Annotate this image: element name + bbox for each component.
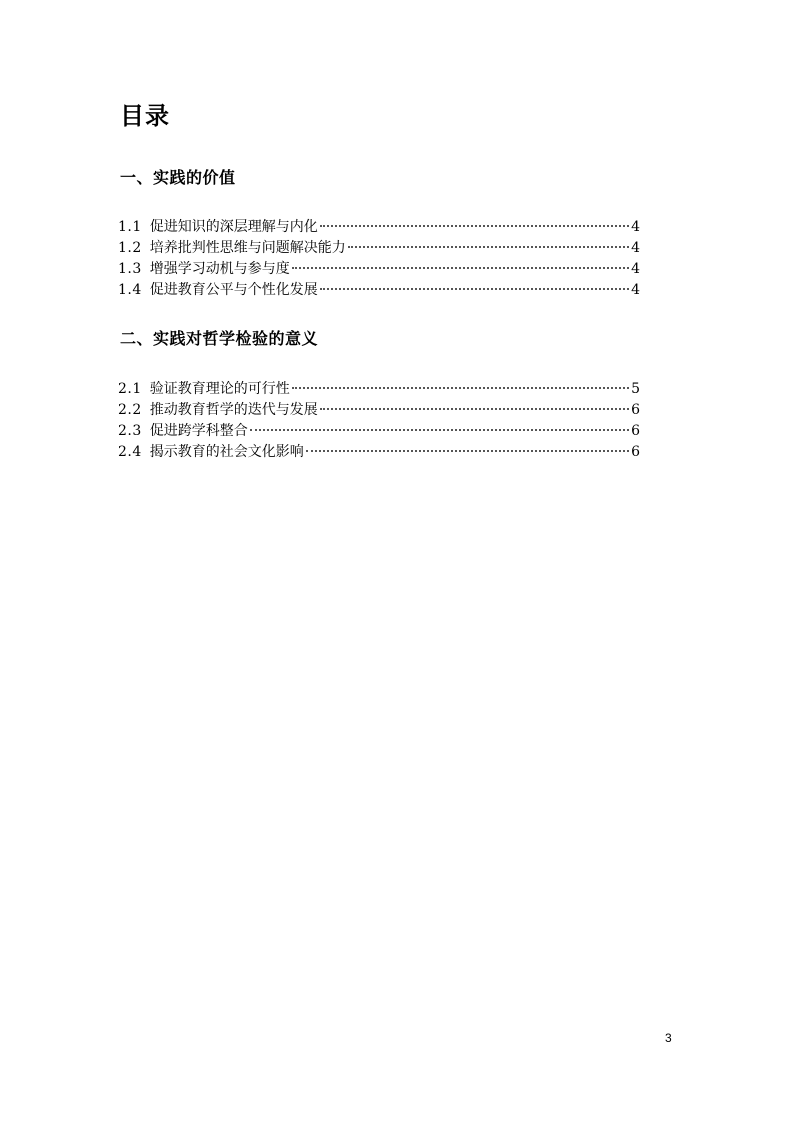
toc-entry[interactable] (118, 421, 640, 442)
toc-entry[interactable] (118, 400, 640, 421)
toc-entry-number: 1.3 (118, 261, 142, 277)
toc-entry-page: 6 (631, 402, 640, 418)
toc-entry-page: 6 (631, 444, 640, 460)
toc-entry[interactable] (118, 259, 640, 280)
toc-entry-number: 2.4 (118, 444, 142, 460)
toc-entry-text: 增强学习动机与参与度 (149, 261, 290, 277)
section-heading-2: 二、实践对哲学检验的意义 (120, 329, 319, 348)
dot-leader (320, 408, 629, 410)
toc-entry-number: 2.1 (118, 381, 142, 397)
toc-entry-page: 4 (631, 240, 640, 256)
toc-entry-page: 4 (631, 261, 640, 277)
toc-list-section-1 (118, 217, 640, 301)
dot-leader (292, 267, 629, 269)
dot-leader (320, 288, 629, 290)
page-number: 3 (665, 1031, 672, 1045)
toc-entry-number: 2.2 (118, 402, 142, 418)
toc-entry[interactable] (118, 280, 640, 301)
toc-entry-text: 培养批判性思维与问题解决能力 (149, 240, 346, 256)
toc-entry-page: 4 (631, 282, 640, 298)
dot-leader (306, 450, 629, 452)
toc-entry[interactable] (118, 379, 640, 400)
toc-entry[interactable] (118, 217, 640, 238)
toc-entry[interactable] (118, 238, 640, 259)
toc-title: 目录 (120, 102, 170, 130)
dot-leader (250, 429, 629, 431)
toc-entry[interactable] (118, 442, 640, 463)
toc-entry-number: 2.3 (118, 423, 142, 439)
toc-entry-text: 推动教育哲学的迭代与发展 (149, 402, 318, 418)
toc-entry-number: 1.2 (118, 240, 142, 256)
dot-leader (292, 387, 629, 389)
toc-entry-number: 1.4 (118, 282, 142, 298)
toc-entry-text: 促进跨学科整合 (149, 423, 248, 439)
toc-entry-page: 6 (631, 423, 640, 439)
section-heading-1: 一、实践的价值 (120, 168, 236, 187)
toc-entry-text: 促进教育公平与个性化发展 (149, 282, 318, 298)
toc-entry-text: 揭示教育的社会文化影响 (149, 444, 304, 460)
toc-entry-number: 1.1 (118, 219, 142, 235)
toc-entry-page: 5 (631, 381, 640, 397)
toc-list-section-2 (118, 379, 640, 463)
dot-leader (348, 246, 629, 248)
dot-leader (320, 225, 629, 227)
toc-entry-page: 4 (631, 219, 640, 235)
toc-entry-text: 验证教育理论的可行性 (149, 381, 290, 397)
toc-entry-text: 促进知识的深层理解与内化 (149, 219, 318, 235)
